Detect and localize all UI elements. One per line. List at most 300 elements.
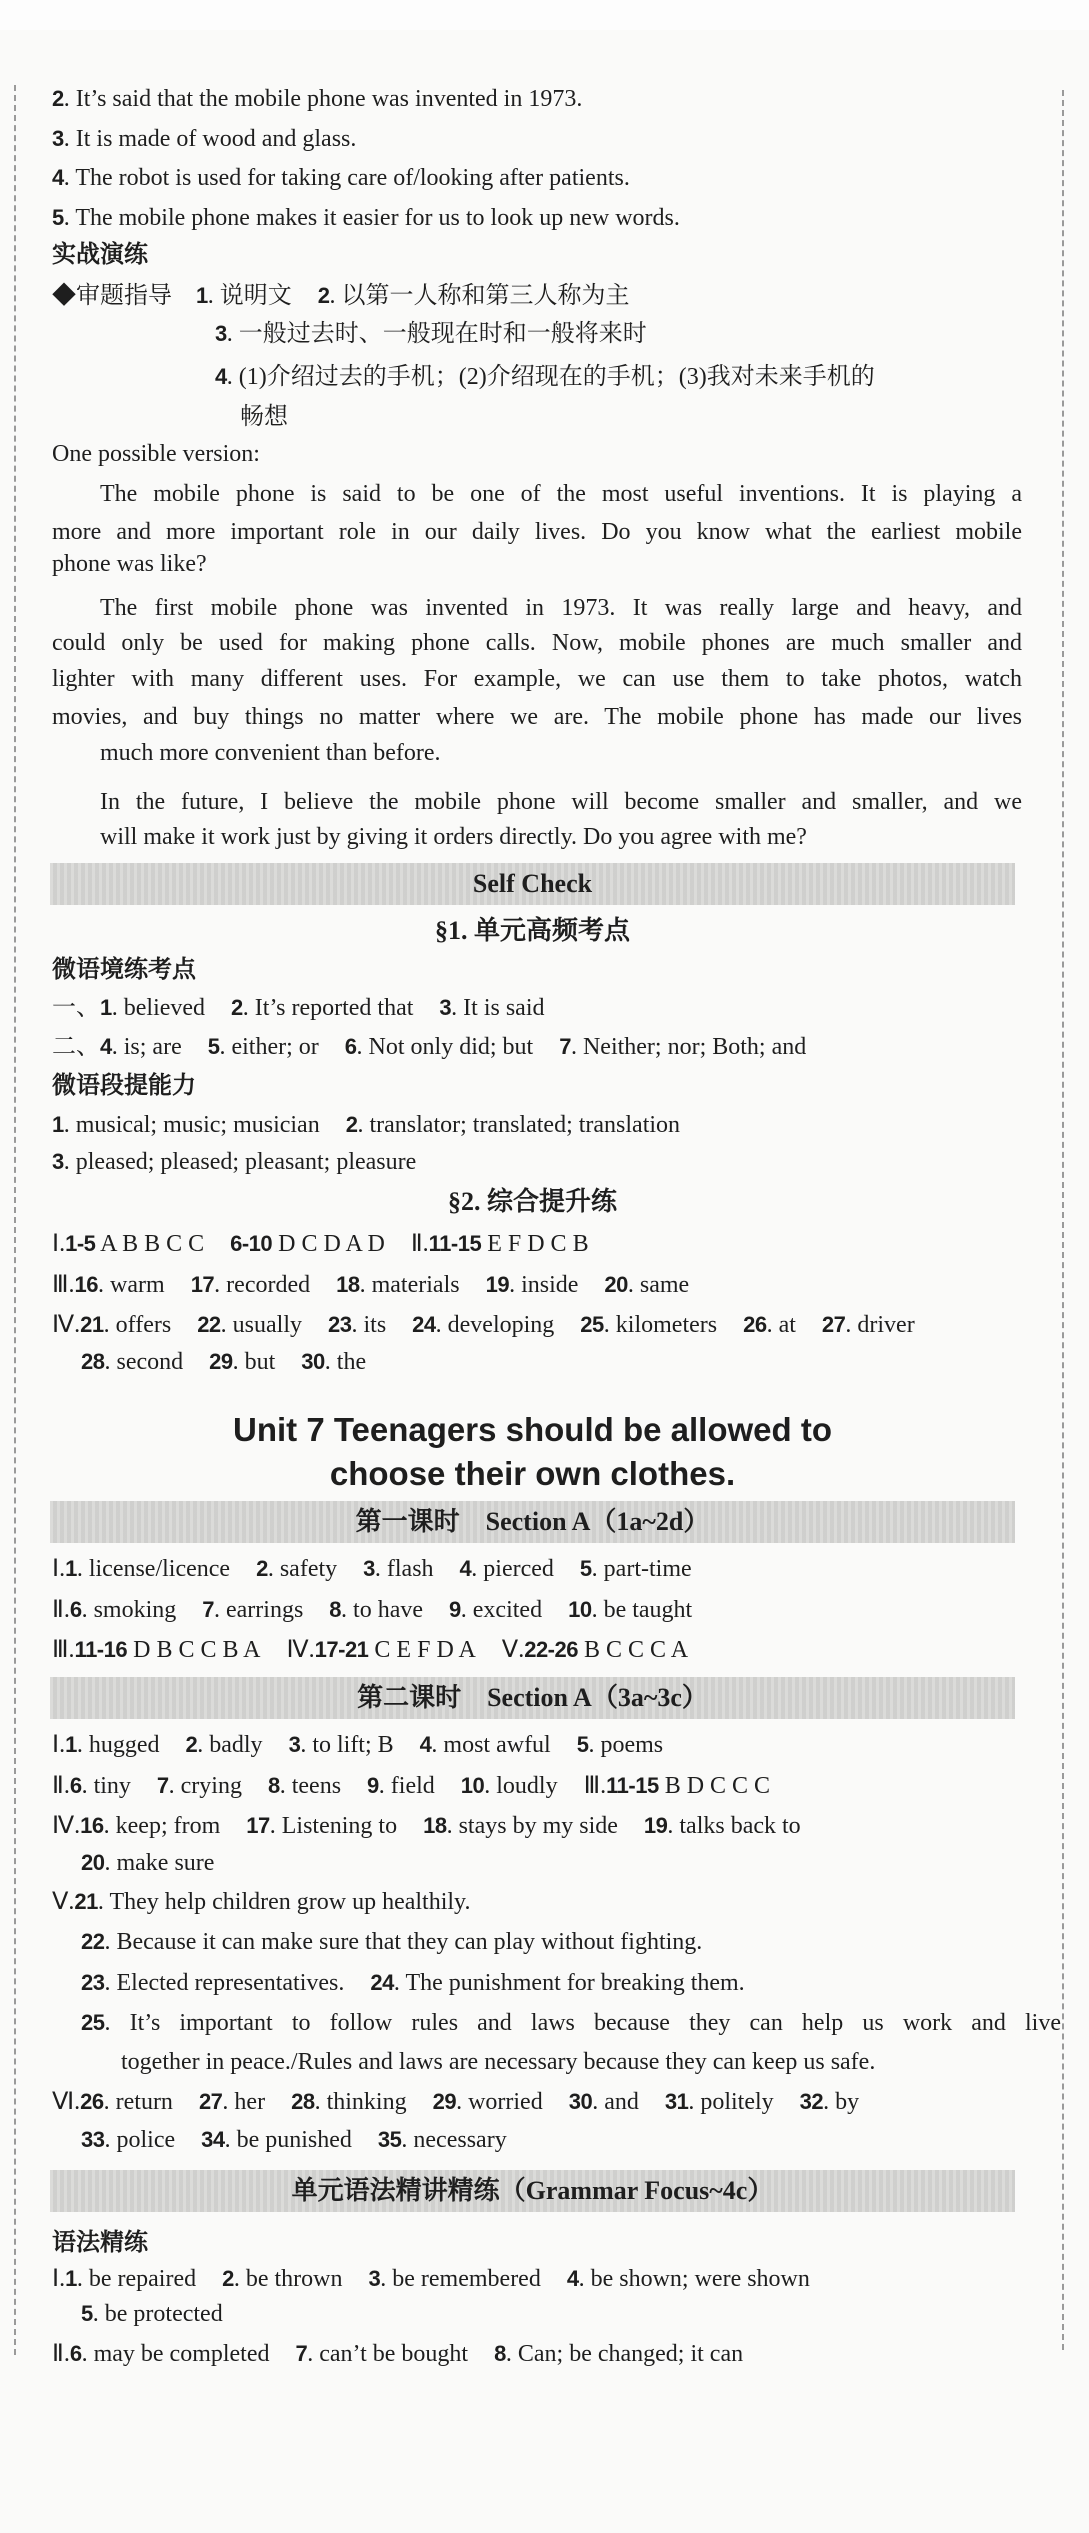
answer-text: recorded [226,1272,311,1298]
number-separator: . [103,1813,116,1839]
question-number: 1-5 [65,1231,96,1256]
question-number: 11-16 [74,1637,128,1662]
answer-item [230,1231,385,1257]
answer-item [81,2010,1061,2036]
answer-item [822,1312,915,1338]
answer-text: safety [279,1556,338,1582]
answer-text: to have [353,1597,424,1623]
answer-item [70,1773,131,1799]
answer-item [157,1773,242,1799]
question-number: 6 [344,1034,357,1059]
subsection-heading: 语法精练 [52,2229,148,2256]
answer-line [81,2123,507,2157]
number-separator: . [104,1970,117,1996]
answer-line [52,2262,810,2296]
question-number: 7 [156,1773,169,1798]
question-number: 33 [81,2127,105,2152]
number-separator: . [578,2266,591,2292]
question-number: 27 [821,1312,846,1337]
answer-item [800,2089,859,2115]
answer-line [52,279,630,313]
answer-text: inside [521,1272,579,1298]
answer-item [52,205,680,231]
answer-text: earrings [226,1597,304,1623]
number-separator: . [431,1732,444,1758]
answer-item [196,283,292,309]
question-group-label: 二、 [52,1034,100,1060]
question-group-label: Ⅱ. [52,1597,70,1623]
question-group-label: Ⅴ. [501,1637,525,1663]
answer-text: believed [123,995,206,1021]
question-group-label: Ⅰ. [52,1231,66,1257]
question-number: 22 [81,1929,105,1954]
number-separator: . [168,1773,181,1799]
answer-item [222,2266,342,2292]
number-separator: . [219,1034,232,1060]
answer-text: by [835,2089,860,2115]
text-line: more and more important role in our daily lives. Do you know what the earliest mobile [52,519,1022,545]
number-separator: . [207,283,220,309]
answer-text: necessary [413,2127,507,2153]
answer-line [81,1345,366,1379]
question-number: 19 [643,1813,668,1838]
answer-item [291,2089,407,2115]
question-number: 3 [52,1149,64,1174]
question-number: 2 [52,86,64,111]
answer-line [81,1925,702,1959]
answer-text: talks back to [679,1813,801,1839]
answer-item [52,165,630,191]
question-number: 2 [222,2266,234,2291]
number-separator: . [104,2127,117,2153]
number-separator: . [300,1732,313,1758]
answer-item [568,1597,692,1623]
section-band: Self Check [50,863,1015,905]
section-band: 单元语法精讲精练（Grammar Focus~4c） [50,2170,1015,2212]
answer-item [336,1272,459,1298]
answer-text: thinking [326,2089,407,2115]
question-number: 19 [485,1272,510,1297]
question-number: 1 [65,2266,77,2291]
answer-item [80,1813,220,1839]
question-number: 21 [74,1889,98,1914]
answer-line [52,2085,859,2119]
number-separator: . [63,1112,76,1138]
answer-text: the [336,1349,367,1375]
answer-item [345,1034,533,1060]
question-group-label: Ⅳ. [52,1312,81,1338]
section-heading: §1. 单元高频考点 [434,916,630,945]
answer-item [296,2341,469,2367]
number-separator: . [374,1556,387,1582]
answer-text: It’s reported that [254,995,414,1021]
number-separator: . [435,1312,448,1338]
question-group-label: Ⅲ. [52,1637,75,1663]
answer-item [201,2127,352,2153]
text-line: much more convenient than before. [100,740,441,766]
question-number: 2 [185,1732,198,1757]
answer-text: It’s important to follow rules and laws because they can help us work and live [129,2010,1062,2036]
section-band: 第二课时 Section A（3a~3c） [50,1677,1015,1719]
number-separator: . [505,2341,518,2367]
subsection-heading: 微语境练考点 [52,956,196,983]
text-line: One possible version: [52,441,260,467]
answer-text: excited [472,1597,543,1623]
section-band: 第一课时 Section A（1a~2d） [50,1501,1015,1543]
number-separator: . [460,1597,473,1623]
number-separator: . [81,1597,94,1623]
question-number: 8 [329,1597,342,1622]
question-group-label: Ⅲ. [583,1773,607,1799]
answer-text: smoking [93,1597,177,1623]
answer-text: materials [371,1272,460,1298]
answer-text: B D C C C [664,1773,771,1799]
question-number: 20 [81,1850,105,1875]
text-line: 畅想 [240,404,288,430]
number-separator: . [401,2127,414,2153]
answer-item [346,1112,680,1138]
answer-item [423,1813,618,1839]
question-group-label: Ⅱ. [52,1773,70,1799]
number-separator: . [63,1149,76,1175]
number-separator: . [588,1732,601,1758]
question-number: 5 [52,205,64,230]
question-number: 22-26 [524,1637,578,1662]
answer-item [420,1732,551,1758]
answer-text: (1)介绍过去的手机；(2)介绍现在的手机；(3)我对未来手机的 [238,364,875,390]
number-separator: . [357,1112,370,1138]
answer-text: translator; translated; translation [369,1112,681,1138]
answer-text: It is made of wood and glass. [75,126,357,152]
number-separator: . [324,1349,337,1375]
question-number: 4 [52,165,64,190]
answer-item [80,1312,171,1338]
number-separator: . [63,126,76,152]
number-separator: . [103,2089,116,2115]
text-line: movies, and buy things no matter where we are. The mobile phone has made our lives [52,704,1022,730]
answer-text: make sure [116,1850,215,1876]
answer-line [52,1728,663,1762]
answer-line [52,1769,770,1803]
answer-text: teens [291,1773,342,1799]
answer-line [52,82,582,116]
question-number: 2 [231,995,243,1020]
answer-item [318,283,630,309]
answer-text: 以第一人称和第三人称为主 [341,283,630,309]
answer-text: Elected representatives. [116,1970,345,1996]
question-number: 29 [209,1349,233,1374]
answer-text: but [244,1349,276,1375]
question-number: 17-21 [314,1637,369,1662]
question-number: 20 [604,1272,628,1297]
answer-line [81,1846,214,1880]
number-separator: . [688,2089,701,2115]
answer-text: her [234,2089,266,2115]
answer-text: poems [600,1732,664,1758]
question-number: 7 [202,1597,214,1622]
number-separator: . [222,2089,235,2115]
answer-text: be protected [104,2301,223,2327]
question-number: 34 [201,2127,225,2152]
number-separator: . [214,1597,226,1623]
number-separator: . [356,1034,369,1060]
answer-text: Because it can make sure that they can play without fighting. [116,1929,703,1955]
answer-item [577,1732,663,1758]
number-separator: . [220,1312,233,1338]
answer-item [328,1312,386,1338]
answer-text: D C D A D [278,1231,385,1257]
answer-text: loudly [496,1773,558,1799]
answer-item [208,1034,319,1060]
answer-item [569,2089,639,2115]
answer-item [449,1597,542,1623]
text-line: lighter with many different uses. For example, we can use them to take photos, watch [52,666,1022,692]
answer-item [81,1349,183,1375]
answer-line [52,1885,471,1919]
question-number: 4 [459,1556,472,1581]
answer-text: Neither; nor; Both; and [582,1034,807,1060]
question-number: 4 [100,1034,112,1059]
answer-text: Can; be changed; it can [517,2341,744,2367]
answer-item [100,1034,182,1060]
question-number: 3 [215,321,227,346]
question-number: 5 [81,2301,93,2326]
answer-text: flash [386,1556,434,1582]
number-separator: . [509,1272,522,1298]
answer-text: be repaired [88,2266,197,2292]
right-dashed-border [1062,90,1064,2350]
answer-text: keep; from [115,1813,221,1839]
question-number: 18 [336,1272,360,1297]
question-number: 3 [439,995,452,1020]
answer-line [215,360,875,394]
question-number: 6-10 [230,1231,273,1256]
number-separator: . [267,1556,280,1582]
number-separator: . [591,1597,604,1623]
answer-text: Not only did; but [368,1034,534,1060]
answer-text: usually [232,1312,302,1338]
question-number: 9 [367,1773,379,1798]
question-group-label: Ⅳ. [52,1813,81,1839]
number-separator: . [603,1312,616,1338]
answer-item [644,1813,801,1839]
answer-item [52,86,582,112]
answer-text: may be completed [93,2341,270,2367]
answer-text: offers [115,1312,172,1338]
number-separator: . [766,1312,779,1338]
answer-item [202,1597,303,1623]
answer-line [81,1966,745,2000]
number-separator: . [63,165,76,191]
question-number: 3 [368,2266,381,2291]
number-separator: . [197,1732,210,1758]
number-separator: . [214,1272,227,1298]
number-separator: . [341,1597,354,1623]
question-number: 35 [377,2127,402,2152]
answer-line [52,1809,801,1843]
number-separator: . [103,1312,116,1338]
answer-item [412,1312,554,1338]
answer-line [52,1227,589,1261]
answer-line [52,201,680,235]
answer-item [502,1637,688,1663]
question-number: 2 [317,283,330,308]
answer-item [289,1732,394,1758]
question-number: 1 [65,1732,77,1757]
answer-text: pierced [483,1556,554,1582]
question-number: 25 [81,2010,105,2035]
question-number: 2 [345,1112,358,1137]
text-line: phone was like? [52,551,207,577]
text-line: In the future, I believe the mobile phone will become smaller and smaller, and we [100,789,1022,815]
number-separator: . [111,1034,124,1060]
answer-line [81,2006,1061,2040]
answer-text: A B B C C [100,1231,205,1257]
number-separator: . [226,364,239,390]
question-number: 17 [246,1813,270,1838]
number-separator: . [104,1929,117,1955]
question-number: 27 [198,2089,223,2114]
question-group-label: Ⅱ. [410,1231,429,1257]
answer-text: It is said [463,995,545,1021]
number-separator: . [823,2089,836,2115]
answer-text: police [116,2127,176,2153]
number-separator: . [591,1556,604,1582]
answer-text: stays by my side [458,1813,618,1839]
question-number: 7 [559,1034,571,1059]
answer-item [215,321,647,347]
answer-item [209,1349,275,1375]
question-group-label: Ⅰ. [52,1732,66,1758]
number-separator: . [224,2127,237,2153]
number-separator: . [269,1813,282,1839]
answer-line [52,1108,680,1142]
answer-line [81,2297,223,2331]
question-number: 1 [100,995,112,1020]
answer-item [433,2089,543,2115]
unit-title: choose their own clothes. [329,1455,736,1492]
answer-item [378,2127,507,2153]
answer-text: either; or [231,1034,319,1060]
number-separator: . [359,1272,372,1298]
answer-item [584,1773,770,1799]
question-number: 28 [81,1349,105,1374]
answer-text: pleased; pleased; pleasant; pleasure [75,1149,417,1175]
number-separator: . [81,1773,94,1799]
answer-item [65,1231,204,1257]
question-number: 23 [328,1312,352,1337]
answer-text: be punished [236,2127,352,2153]
answer-item [369,2266,541,2292]
question-number: 6 [69,1597,82,1622]
answer-text: It’s said that the mobile phone was invented in 1973. [75,86,583,112]
number-separator: . [104,1349,117,1375]
question-number: 24 [412,1312,436,1337]
answer-item [70,1597,176,1623]
answer-text: can’t be bought [319,2341,469,2367]
number-separator: . [111,995,124,1021]
question-number: 7 [295,2341,308,2366]
answer-item [743,1312,796,1338]
question-number: 10 [568,1597,592,1622]
question-number: 17 [190,1272,215,1297]
answer-text: politely [700,2089,774,2115]
question-number: 2 [256,1556,268,1581]
answer-item [81,1970,344,1996]
question-number: 4 [566,2266,579,2291]
answer-item [65,1732,159,1758]
answer-item [185,1732,262,1758]
number-separator: . [456,2089,469,2115]
question-number: 26 [80,2089,104,2114]
question-group-label: Ⅱ. [52,2341,70,2367]
section-heading: §2. 综合提升练 [447,1187,617,1216]
number-separator: . [314,2089,327,2115]
number-separator: . [845,1312,858,1338]
text-line: The mobile phone is said to be one of the most useful inventions. It is playing a [100,481,1022,507]
number-separator: . [279,1773,292,1799]
question-number: 6 [69,2341,82,2366]
question-number: 8 [267,1773,280,1798]
number-separator: . [98,1272,111,1298]
answer-item [74,1889,470,1915]
answer-item [197,1312,302,1338]
answer-item [494,2341,743,2367]
question-number: 21 [80,1312,104,1337]
answer-text: worried [468,2089,543,2115]
number-separator: . [484,1773,497,1799]
question-number: 24 [370,1970,394,1995]
answer-text: B C C C A [583,1637,689,1663]
answer-item [460,1556,554,1582]
left-dashed-border [14,85,16,2355]
question-number: 30 [568,2089,593,2114]
number-separator: . [393,1970,406,1996]
answer-item [81,1929,702,1955]
number-separator: . [63,205,76,231]
number-separator: . [226,321,239,347]
answer-text: part-time [603,1556,692,1582]
answer-line [52,161,630,195]
question-number: 9 [449,1597,461,1622]
answer-text: They help children grow up healthily. [109,1889,471,1915]
question-number: 3 [363,1556,375,1581]
question-group-label: Ⅴ. [52,1889,75,1915]
answer-item [81,2301,223,2327]
question-number: 5 [207,1034,220,1059]
answer-text: and [604,2089,639,2115]
answer-item [363,1556,433,1582]
number-separator: . [63,86,76,112]
question-number: 1 [52,1112,64,1137]
answer-text: same [639,1272,690,1298]
answer-line [52,1145,416,1179]
answer-item [370,1970,744,1996]
question-number: 6 [69,1773,82,1798]
question-number: 25 [580,1312,604,1337]
answer-line [52,1030,806,1064]
text-line: The first mobile phone was invented in 1973. It was really large and heavy, and [100,595,1022,621]
answer-item [199,2089,265,2115]
question-group-label: 一、 [52,995,100,1021]
text-line: could only be used for making phone calls. Now, mobile phones are much smaller and [52,630,1022,656]
answer-line [52,1308,915,1342]
number-separator: . [233,2266,246,2292]
text-line: together in peace./Rules and laws are necessary because they can keep us safe. [121,2049,876,2075]
answer-item [461,1773,558,1799]
answer-text: at [778,1312,796,1338]
question-number: 16 [74,1272,99,1297]
